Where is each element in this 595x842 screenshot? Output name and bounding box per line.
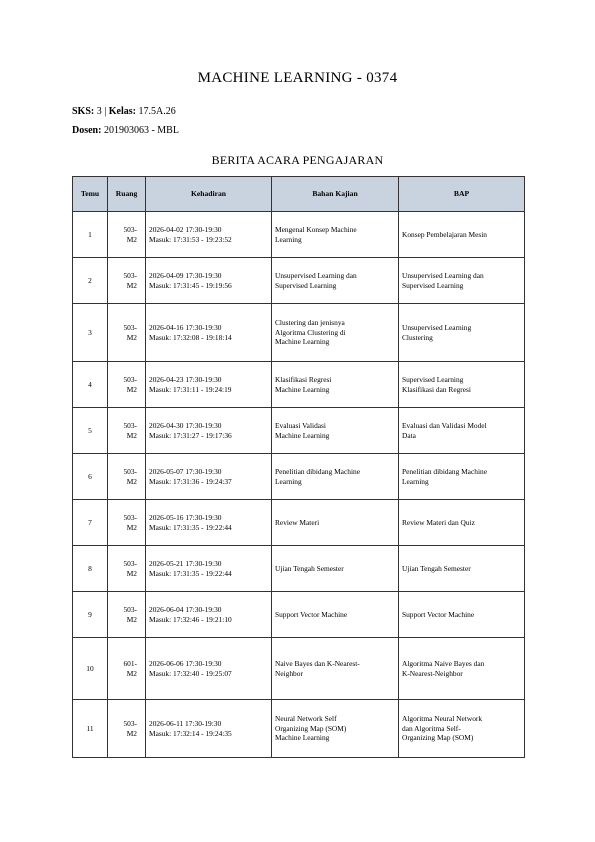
cell-ruang — [108, 500, 146, 546]
cell-kehadiran — [146, 500, 272, 546]
table-header-row — [73, 177, 525, 212]
cell-bap-line: Support Vector Machine — [402, 609, 475, 619]
cell-ruang-line: 503- — [123, 604, 137, 614]
cell-bahan-kajian-line: Review Materi — [275, 517, 320, 527]
cell-bahan-kajian — [272, 546, 399, 592]
cell-kehadiran-line: Masuk: 17:31:35 - 19:22:44 — [149, 522, 232, 532]
cell-kehadiran — [146, 454, 272, 500]
cell-ruang — [108, 592, 146, 638]
cell-bap-line: dan Algoritma Self- — [402, 723, 461, 733]
cell-bahan-kajian — [272, 592, 399, 638]
cell-ruang-line: M2 — [126, 568, 137, 578]
cell-kehadiran-line: Masuk: 17:31:27 - 19:17:36 — [149, 430, 232, 440]
cell-bap — [399, 638, 525, 700]
cell-bahan-kajian-line: Unsupervised Learning dan — [275, 270, 357, 280]
cell-ruang-line: 503- — [123, 718, 137, 728]
cell-bahan-kajian — [272, 258, 399, 304]
cell-ruang — [108, 700, 146, 758]
cell-bahan-kajian-line: Penelitian dibidang Machine — [275, 466, 360, 476]
cell-bap-line: Algoritma Neural Network — [402, 713, 483, 723]
cell-bap-line: Supervised Learning — [402, 280, 464, 290]
cell-ruang-line: M2 — [126, 476, 137, 486]
cell-kehadiran — [146, 212, 272, 258]
cell-bahan-kajian-line: Naive Bayes dan K-Nearest- — [275, 658, 360, 668]
cell-bahan-kajian-line: Klasifikasi Regresi — [275, 374, 332, 384]
cell-kehadiran-line: Masuk: 17:32:46 - 19:21:10 — [149, 614, 232, 624]
cell-bap — [399, 258, 525, 304]
table-row — [73, 500, 525, 546]
cell-ruang-line: 503- — [123, 420, 137, 430]
cell-bap-line: K-Nearest-Neighbor — [402, 668, 463, 678]
cell-kehadiran-line: Masuk: 17:31:36 - 19:24:37 — [149, 476, 232, 486]
cell-bap — [399, 362, 525, 408]
cell-bahan-kajian-line: Evaluasi Validasi — [275, 420, 326, 430]
cell-temu: 2 — [73, 258, 108, 304]
cell-ruang — [108, 212, 146, 258]
table-row — [73, 546, 525, 592]
cell-bahan-kajian-line: Support Vector Machine — [275, 609, 348, 619]
cell-bap-line: Ujian Tengah Semester — [402, 563, 471, 573]
cell-ruang-line: M2 — [126, 522, 137, 532]
cell-kehadiran-line: 2026-05-16 17:30-19:30 — [149, 512, 222, 522]
table-row — [73, 638, 525, 700]
cell-ruang-line: 503- — [123, 322, 137, 332]
cell-kehadiran-line: Masuk: 17:32:40 - 19:25:07 — [149, 668, 232, 678]
cell-bahan-kajian-line: Ujian Tengah Semester — [275, 563, 344, 573]
cell-bap-line: Penelitian dibidang Machine — [402, 466, 487, 476]
cell-bap — [399, 304, 525, 362]
cell-bap-line: Klasifikasi dan Regresi — [402, 384, 471, 394]
cell-kehadiran-line: 2026-05-07 17:30-19:30 — [149, 466, 222, 476]
cell-kehadiran-line: 2026-06-11 17:30-19:30 — [149, 718, 222, 728]
table-row — [73, 408, 525, 454]
cell-kehadiran-line: Masuk: 17:31:53 - 19:23:52 — [149, 234, 232, 244]
cell-temu: 9 — [73, 592, 108, 638]
cell-kehadiran-line: 2026-05-21 17:30-19:30 — [149, 558, 222, 568]
cell-kehadiran-line: Masuk: 17:32:14 - 19:24:35 — [149, 728, 232, 738]
cell-kehadiran-line: 2026-06-06 17:30-19:30 — [149, 658, 222, 668]
cell-kehadiran — [146, 546, 272, 592]
cell-bap — [399, 592, 525, 638]
kelas-value: 17.5A.26 — [138, 106, 176, 117]
kelas-label: Kelas: — [108, 106, 136, 117]
cell-bahan-kajian — [272, 408, 399, 454]
column-header-kehadiran: Kehadiran — [146, 177, 272, 212]
cell-kehadiran — [146, 362, 272, 408]
cell-ruang — [108, 362, 146, 408]
cell-bahan-kajian — [272, 304, 399, 362]
table-row — [73, 304, 525, 362]
cell-bahan-kajian-line: Organizing Map (SOM) — [275, 723, 347, 733]
course-meta — [72, 106, 176, 117]
cell-bap-line: Unsupervised Learning dan — [402, 270, 484, 280]
meta-separator: | — [104, 106, 107, 117]
cell-ruang — [108, 408, 146, 454]
table-row — [73, 700, 525, 758]
cell-kehadiran-line: Masuk: 17:31:45 - 19:19:56 — [149, 280, 232, 290]
cell-kehadiran — [146, 258, 272, 304]
cell-temu: 4 — [73, 362, 108, 408]
column-header-bahan-kajian: Bahan Kajian — [272, 177, 399, 212]
cell-kehadiran-line: 2026-04-02 17:30-19:30 — [149, 224, 222, 234]
cell-kehadiran-line: Masuk: 17:31:35 - 19:22:44 — [149, 568, 232, 578]
cell-bahan-kajian — [272, 362, 399, 408]
cell-temu: 3 — [73, 304, 108, 362]
cell-kehadiran-line: 2026-04-23 17:30-19:30 — [149, 374, 222, 384]
table-row — [73, 362, 525, 408]
cell-temu: 7 — [73, 500, 108, 546]
cell-bap — [399, 454, 525, 500]
cell-temu: 10 — [73, 638, 108, 700]
cell-bap-line: Unsupervised Learning — [402, 322, 472, 332]
cell-bahan-kajian-line: Machine Learning — [275, 337, 330, 347]
cell-bahan-kajian — [272, 638, 399, 700]
cell-ruang-line: 503- — [123, 374, 137, 384]
cell-ruang-line: M2 — [126, 234, 137, 244]
cell-ruang-line: 503- — [123, 270, 137, 280]
cell-temu: 6 — [73, 454, 108, 500]
cell-kehadiran-line: 2026-04-09 17:30-19:30 — [149, 270, 222, 280]
column-header-ruang: Ruang — [108, 177, 146, 212]
cell-bap — [399, 546, 525, 592]
cell-temu: 1 — [73, 212, 108, 258]
cell-temu: 5 — [73, 408, 108, 454]
cell-kehadiran-line: Masuk: 17:32:08 - 19:18:14 — [149, 332, 232, 342]
teaching-record-table — [72, 176, 525, 758]
cell-kehadiran — [146, 638, 272, 700]
document-title: MACHINE LEARNING - 0374 — [197, 70, 398, 86]
cell-temu: 8 — [73, 546, 108, 592]
cell-bahan-kajian-line: Neighbor — [275, 668, 303, 678]
table-row — [73, 592, 525, 638]
cell-ruang-line: 503- — [123, 558, 137, 568]
cell-bap — [399, 408, 525, 454]
dosen-value: 201903063 - MBL — [103, 125, 179, 136]
cell-bap-line: Evaluasi dan Validasi Model — [402, 420, 487, 430]
cell-bap-line: Organizing Map (SOM) — [402, 733, 474, 743]
lecturer-meta — [72, 125, 179, 136]
cell-ruang — [108, 638, 146, 700]
cell-bap-line: Data — [402, 430, 416, 440]
cell-ruang-line: M2 — [126, 332, 137, 342]
column-header-temu: Temu — [73, 177, 108, 212]
cell-bahan-kajian — [272, 500, 399, 546]
cell-bahan-kajian-line: Machine Learning — [275, 733, 330, 743]
cell-ruang — [108, 454, 146, 500]
cell-kehadiran-line: 2026-04-16 17:30-19:30 — [149, 322, 222, 332]
cell-bap — [399, 500, 525, 546]
cell-ruang-line: M2 — [126, 614, 137, 624]
cell-bahan-kajian-line: Clustering dan jenisnya — [275, 317, 345, 327]
cell-ruang-line: M2 — [126, 668, 137, 678]
sks-label: SKS: — [72, 106, 95, 117]
cell-ruang-line: 503- — [123, 466, 137, 476]
table-row — [73, 454, 525, 500]
cell-bahan-kajian — [272, 700, 399, 758]
cell-kehadiran-line: 2026-04-30 17:30-19:30 — [149, 420, 222, 430]
cell-bahan-kajian-line: Neural Network Self — [275, 713, 337, 723]
cell-ruang-line: 503- — [123, 512, 137, 522]
cell-bap-line: Supervised Learning — [402, 374, 464, 384]
cell-kehadiran — [146, 304, 272, 362]
section-title: BERITA ACARA PENGAJARAN — [211, 153, 384, 167]
cell-kehadiran-line: 2026-06-04 17:30-19:30 — [149, 604, 222, 614]
cell-bap-line: Clustering — [402, 332, 433, 342]
cell-ruang — [108, 304, 146, 362]
cell-ruang-line: 503- — [123, 224, 137, 234]
cell-ruang — [108, 258, 146, 304]
table-row — [73, 258, 525, 304]
cell-ruang-line: M2 — [126, 430, 137, 440]
cell-bap-line: Review Materi dan Quiz — [402, 517, 475, 527]
cell-bap — [399, 212, 525, 258]
cell-bahan-kajian-line: Mengenal Konsep Machine — [275, 224, 357, 234]
cell-bahan-kajian-line: Machine Learning — [275, 384, 330, 394]
cell-bahan-kajian-line: Learning — [275, 234, 302, 244]
dosen-label: Dosen: — [72, 125, 102, 136]
cell-bahan-kajian-line: Supervised Learning — [275, 280, 337, 290]
cell-bap-line: Algoritma Naive Bayes dan — [402, 658, 485, 668]
sks-value: 3 — [96, 106, 102, 117]
cell-bahan-kajian-line: Learning — [275, 476, 302, 486]
cell-ruang-line: 601- — [123, 658, 137, 668]
cell-kehadiran — [146, 592, 272, 638]
cell-bahan-kajian — [272, 212, 399, 258]
cell-bap-line: Learning — [402, 476, 429, 486]
cell-bahan-kajian-line: Algoritma Clustering di — [275, 327, 346, 337]
cell-kehadiran — [146, 408, 272, 454]
cell-bap-line: Konsep Pembelajaran Mesin — [402, 229, 487, 239]
column-header-bap: BAP — [399, 177, 525, 212]
cell-kehadiran — [146, 700, 272, 758]
cell-kehadiran-line: Masuk: 17:31:11 - 19:24:19 — [149, 384, 232, 394]
table-row — [73, 212, 525, 258]
cell-ruang-line: M2 — [126, 280, 137, 290]
cell-bahan-kajian — [272, 454, 399, 500]
cell-ruang — [108, 546, 146, 592]
cell-temu: 11 — [73, 700, 108, 758]
cell-ruang-line: M2 — [126, 728, 137, 738]
cell-ruang-line: M2 — [126, 384, 137, 394]
cell-bap — [399, 700, 525, 758]
cell-bahan-kajian-line: Machine Learning — [275, 430, 330, 440]
